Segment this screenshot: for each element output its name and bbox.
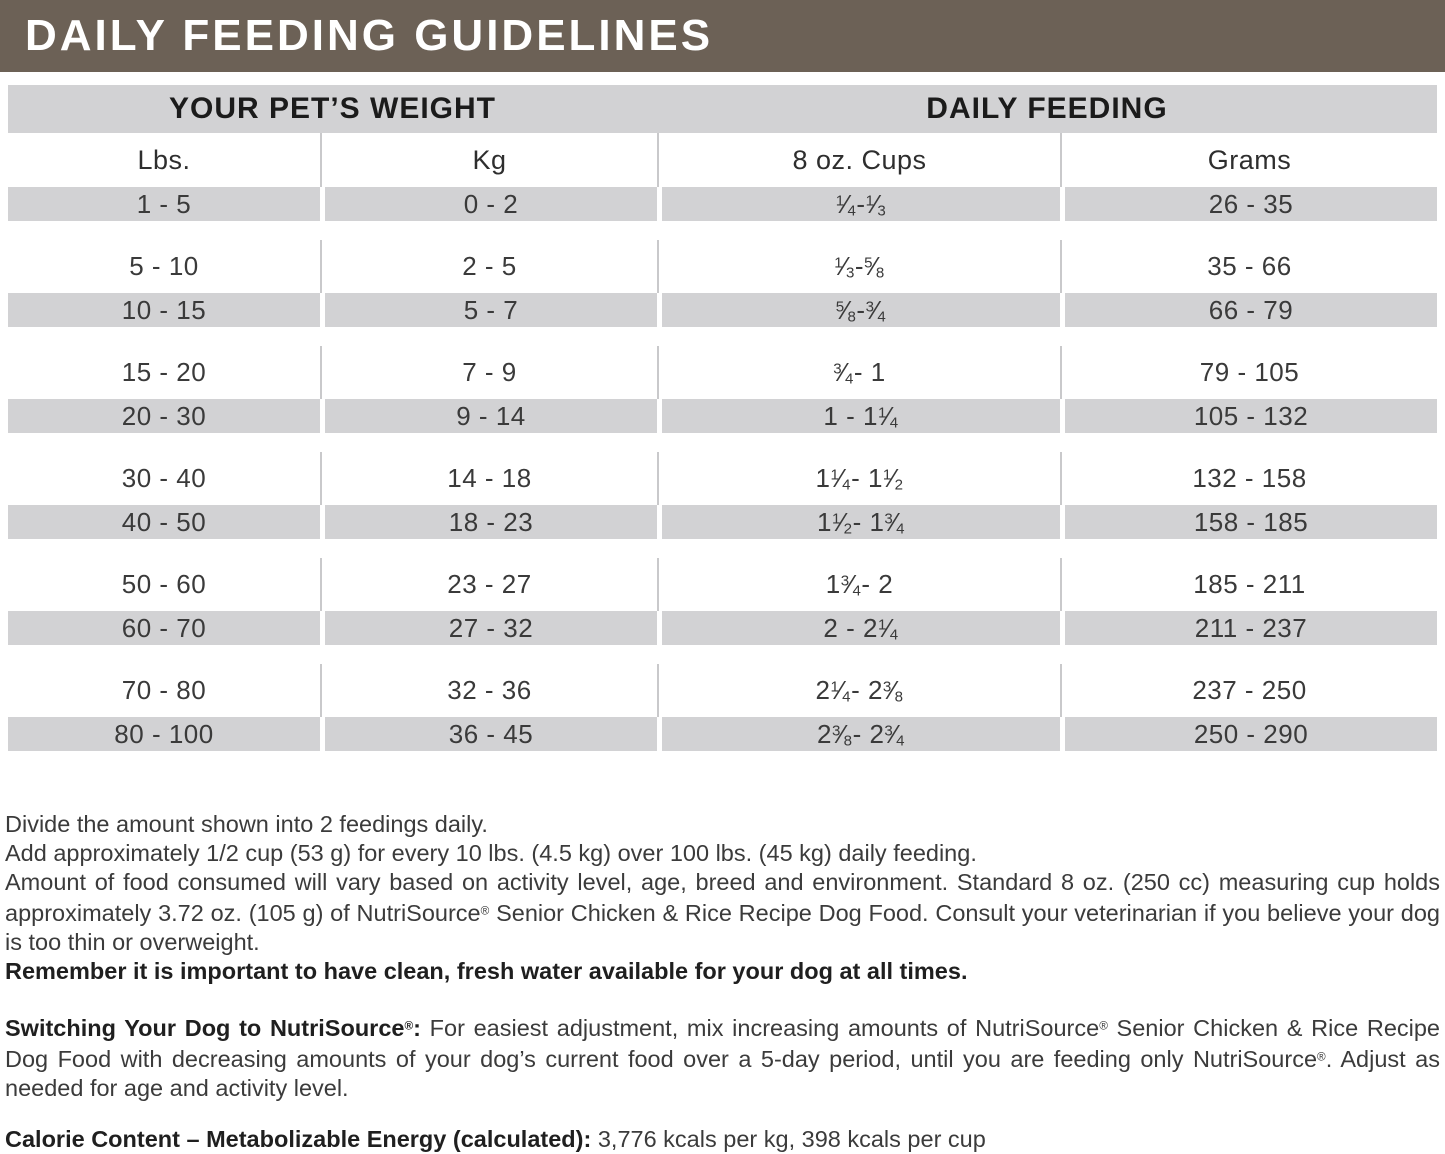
table-cell-kg: 36 - 45 xyxy=(320,717,657,770)
table-cell-kg: 27 - 32 xyxy=(320,611,657,664)
table-row xyxy=(8,452,1437,505)
note-line xyxy=(5,868,1440,957)
table-cell-lbs: 10 - 15 xyxy=(121,294,207,325)
table-cell-kg: 23 - 27 xyxy=(320,558,657,611)
table-cell-cups: 1 $^1⁄_2$ - 1 $^3⁄_4$ xyxy=(657,505,1060,558)
table-cell-cups: 2 $^3⁄_8$ - 2 $^3⁄_4$ xyxy=(657,717,1060,770)
table-cell-grams: 132 - 158 xyxy=(1060,452,1437,505)
table-cell-grams: 26 - 35 xyxy=(1060,187,1437,240)
bold-text: Remember it is important to have clean, fresh water available for your dog at all times. xyxy=(5,958,968,985)
group-header-pet-weight: YOUR PET’S WEIGHT xyxy=(168,92,497,125)
body-text: For easiest adjustment, mix increasing amounts of NutriSource® Senior Chicken & Rice Recipe Dog Food with decreasing amounts of your dog’s current food over a 5-day period, until you are feeding only NutriSource®. Adjust as needed for age and activity level. xyxy=(5,1014,1440,1102)
table-cell-kg: 7 - 9 xyxy=(320,346,657,399)
table-row xyxy=(8,505,1437,558)
column-header-cups: 8 oz. Cups xyxy=(657,133,1060,187)
column-header-lbs: Lbs. xyxy=(137,144,191,175)
page-title: DAILY FEEDING GUIDELINES xyxy=(25,11,714,60)
table-column-header-row xyxy=(8,133,1437,187)
table-cell-kg: 5 - 7 xyxy=(320,293,657,346)
feeding-table-rows xyxy=(8,187,1437,770)
feeding-notes xyxy=(5,810,1440,986)
table-cell-cups: 1 $^1⁄_4$ - 1 $^1⁄_2$ xyxy=(657,452,1060,505)
table-cell-grams: 158 - 185 xyxy=(1060,505,1437,558)
column-header-kg: Kg xyxy=(320,133,657,187)
bold-text: Switching Your Dog to NutriSource®: xyxy=(5,1014,421,1041)
calorie-content-line xyxy=(5,1125,1440,1154)
table-cell-lbs: 50 - 60 xyxy=(121,569,207,599)
body-text: Add approximately 1/2 cup (53 g) for every 10 lbs. (4.5 kg) over 100 lbs. (45 kg) daily feeding. xyxy=(5,840,977,866)
table-cell-grams: 211 - 237 xyxy=(1060,611,1437,664)
table-row xyxy=(8,346,1437,399)
table-cell-grams: 79 - 105 xyxy=(1060,346,1437,399)
table-cell-lbs: 15 - 20 xyxy=(121,357,207,387)
table-cell-cups: 2 $^1⁄_4$ - 2 $^3⁄_8$ xyxy=(657,664,1060,717)
table-cell-cups: 1 - 1 $^1⁄_4$ xyxy=(657,399,1060,452)
table-cell-lbs: 1 - 5 xyxy=(136,188,192,219)
table-cell-grams: 35 - 66 xyxy=(1060,240,1437,293)
feeding-table xyxy=(8,85,1437,770)
table-cell-lbs: 80 - 100 xyxy=(114,718,214,749)
group-header-daily-feeding: DAILY FEEDING xyxy=(926,92,1168,125)
table-cell-kg: 0 - 2 xyxy=(320,187,657,240)
table-cell-lbs: 60 - 70 xyxy=(121,612,207,643)
table-cell-grams: 185 - 211 xyxy=(1060,558,1437,611)
table-cell-kg: 14 - 18 xyxy=(320,452,657,505)
registered-mark: ® xyxy=(480,905,490,918)
table-row xyxy=(8,611,1437,664)
table-cell-lbs: 70 - 80 xyxy=(121,675,207,705)
table-row xyxy=(8,240,1437,293)
column-header-grams: Grams xyxy=(1060,133,1437,187)
table-cell-grams: 250 - 290 xyxy=(1060,717,1437,770)
table-cell-cups: $^1⁄_4$ - $^1⁄_3$ xyxy=(657,187,1060,240)
table-row xyxy=(8,187,1437,240)
table-cell-lbs: 5 - 10 xyxy=(129,251,199,281)
table-cell-grams: 105 - 132 xyxy=(1060,399,1437,452)
table-row xyxy=(8,558,1437,611)
table-cell-kg: 18 - 23 xyxy=(320,505,657,558)
table-cell-kg: 32 - 36 xyxy=(320,664,657,717)
table-row xyxy=(8,717,1437,770)
registered-mark: ® xyxy=(1317,1050,1326,1064)
table-cell-cups: $^1⁄_3$ - $^5⁄_8$ xyxy=(657,240,1060,293)
table-cell-cups: 1 $^3⁄_4$ - 2 xyxy=(657,558,1060,611)
table-row xyxy=(8,293,1437,346)
registered-mark: ® xyxy=(1099,1019,1108,1033)
table-cell-kg: 9 - 14 xyxy=(320,399,657,452)
table-row xyxy=(8,399,1437,452)
table-row xyxy=(8,664,1437,717)
table-cell-cups: $^5⁄_8$ - $^3⁄_4$ xyxy=(657,293,1060,346)
table-cell-lbs: 30 - 40 xyxy=(121,463,207,493)
note-line xyxy=(5,957,1440,986)
bold-text: Calorie Content – Metabolizable Energy (calculated): xyxy=(5,1126,598,1153)
note-line xyxy=(5,810,1440,839)
table-cell-cups: 2 - 2 $^1⁄_4$ xyxy=(657,611,1060,664)
body-text: Amount of food consumed will vary based on activity level, age, breed and environment. Standard 8 oz. (250 cc) measuring cup holds approximately 3.72 oz. (105 g) of NutriSource® Senior Chicken & Rice Recipe Dog Food. Consult your veterinarian if you believe your dog is too thin or overweight. xyxy=(5,869,1440,956)
body-text: 3,776 kcals per kg, 398 kcals per cup xyxy=(597,1126,986,1153)
table-cell-grams: 66 - 79 xyxy=(1060,293,1437,346)
switching-paragraph xyxy=(5,1011,1440,1103)
table-cell-kg: 2 - 5 xyxy=(320,240,657,293)
registered-mark: ® xyxy=(404,1019,414,1033)
note-line xyxy=(5,839,1440,868)
table-cell-grams: 237 - 250 xyxy=(1060,664,1437,717)
table-cell-lbs: 40 - 50 xyxy=(121,506,207,537)
title-banner xyxy=(0,0,1445,72)
body-text: Divide the amount shown into 2 feedings daily. xyxy=(5,811,488,837)
table-group-header-row xyxy=(8,85,1437,133)
table-cell-lbs: 20 - 30 xyxy=(121,400,207,431)
table-cell-cups: $^3⁄_4$ - 1 xyxy=(657,346,1060,399)
